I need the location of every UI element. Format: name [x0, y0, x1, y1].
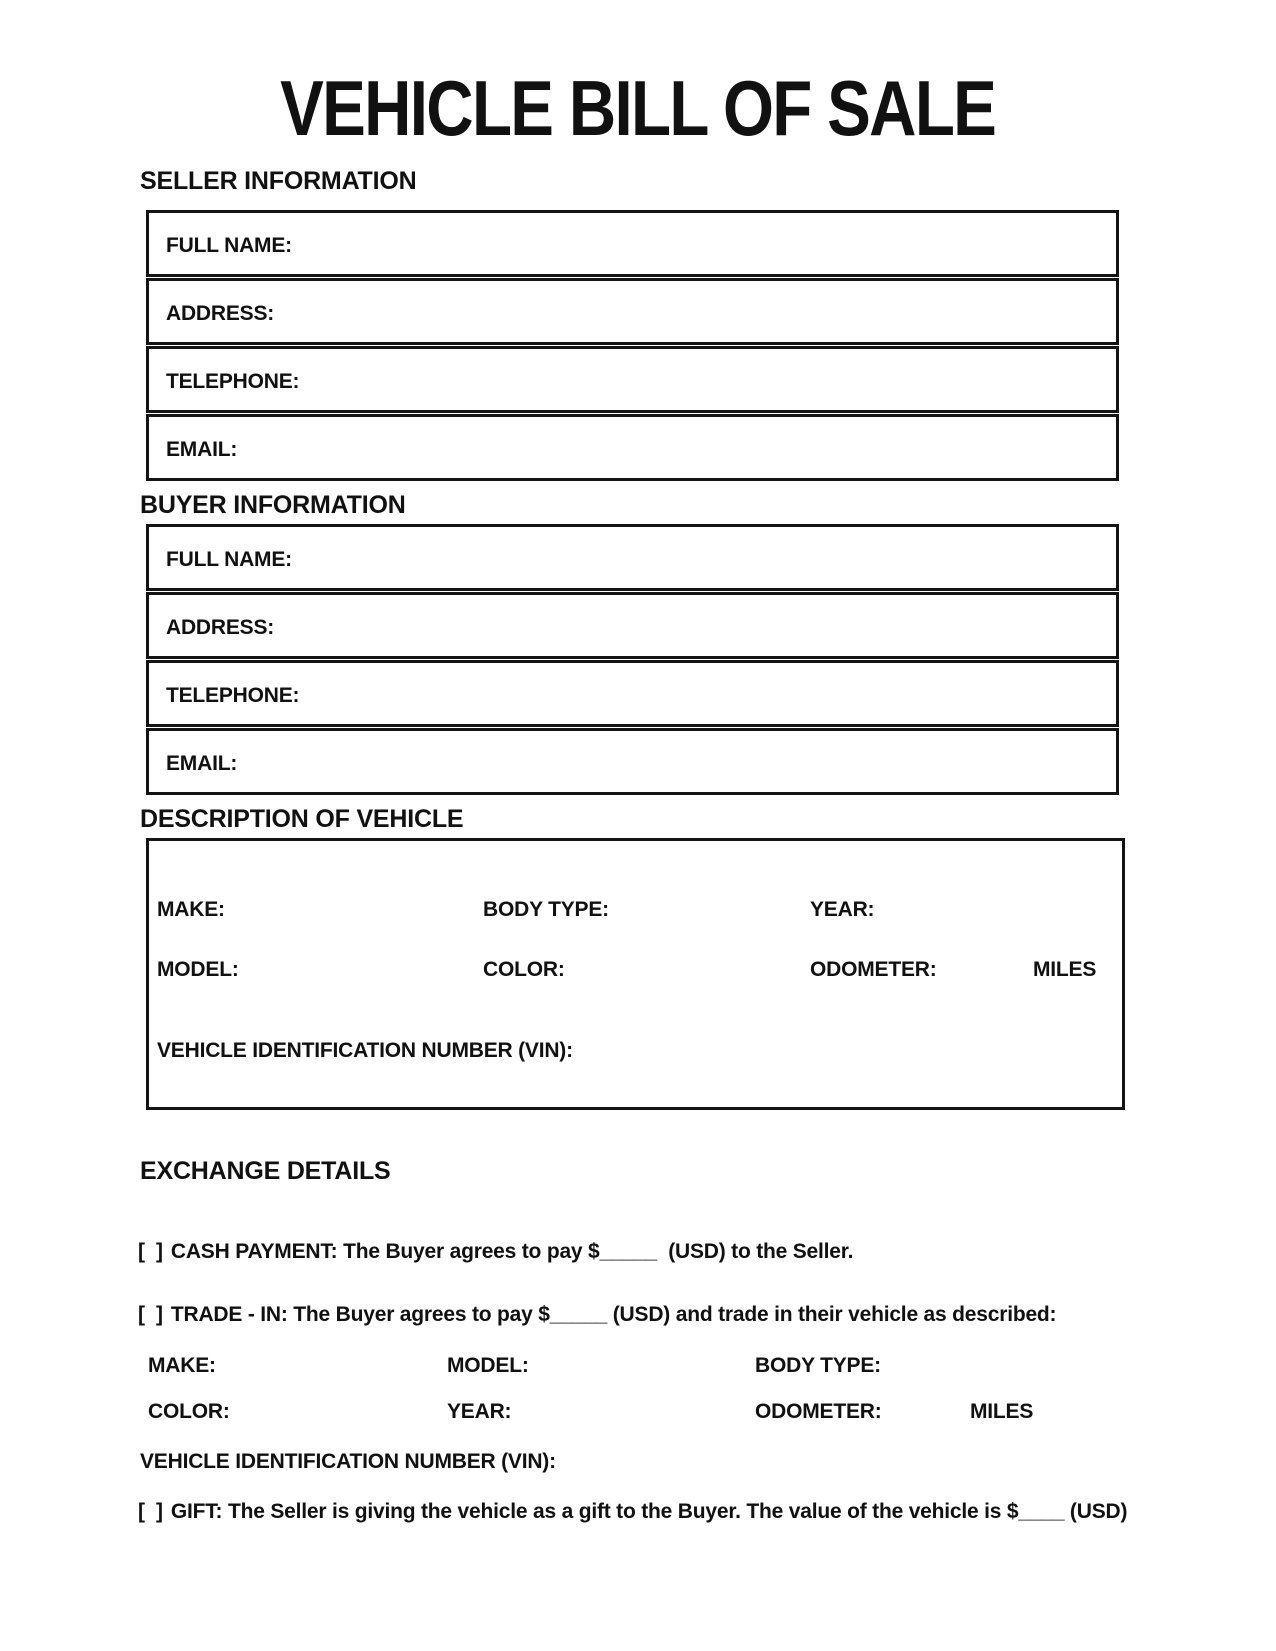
buyer-full-name-row[interactable]: [146, 524, 1119, 591]
vehicle-description-box[interactable]: [146, 838, 1125, 1110]
seller-address-row[interactable]: [146, 278, 1119, 345]
vehicle-make-label: MAKE:: [157, 898, 225, 921]
gift-text-pre: GIFT: The Seller is giving the vehicle as a gift to the Buyer. The value of the vehicle is $: [170, 1500, 1019, 1523]
buyer-telephone-label: TELEPHONE:: [166, 683, 300, 707]
trade-year-label: YEAR:: [447, 1400, 512, 1423]
buyer-telephone-row[interactable]: [146, 660, 1119, 727]
vehicle-model-label: MODEL:: [157, 958, 239, 981]
seller-section-heading: SELLER INFORMATION: [140, 167, 417, 195]
trade-body-type-label: BODY TYPE:: [755, 1354, 881, 1377]
seller-full-name-row[interactable]: [146, 210, 1119, 277]
trade-amount-blank[interactable]: _____: [549, 1303, 608, 1326]
seller-telephone-label: TELEPHONE:: [166, 369, 300, 393]
seller-telephone-row[interactable]: [146, 346, 1119, 413]
vehicle-color-label: COLOR:: [483, 958, 565, 981]
cash-payment-text-post: (USD) to the Seller.: [656, 1240, 854, 1263]
buyer-email-label: EMAIL:: [166, 751, 238, 775]
vehicle-body-type-label: BODY TYPE:: [483, 898, 609, 921]
trade-model-label: MODEL:: [447, 1354, 529, 1377]
gift-checkbox[interactable]: [ ]: [138, 1500, 163, 1523]
vehicle-odometer-label: ODOMETER:: [810, 958, 937, 981]
cash-payment-checkbox[interactable]: [ ]: [138, 1240, 163, 1263]
vehicle-section-heading: DESCRIPTION OF VEHICLE: [140, 805, 464, 833]
buyer-full-name-label: FULL NAME:: [166, 547, 292, 571]
trade-vin-label: VEHICLE IDENTIFICATION NUMBER (VIN):: [140, 1450, 556, 1473]
seller-address-label: ADDRESS:: [166, 301, 275, 325]
trade-in-line: [138, 1303, 1056, 1327]
gift-amount-blank[interactable]: ____: [1018, 1500, 1065, 1523]
gift-line: [138, 1500, 1127, 1524]
seller-email-label: EMAIL:: [166, 437, 238, 461]
page-title: VEHICLE BILL OF SALE: [280, 64, 996, 152]
buyer-section-heading: BUYER INFORMATION: [140, 491, 406, 519]
cash-amount-blank[interactable]: _____: [599, 1240, 657, 1263]
cash-payment-line: [138, 1240, 853, 1264]
vehicle-miles-label: MILES: [1033, 958, 1097, 981]
seller-email-row[interactable]: [146, 414, 1119, 481]
buyer-fields-box: [146, 524, 1119, 795]
trade-in-checkbox[interactable]: [ ]: [138, 1303, 163, 1326]
vehicle-year-label: YEAR:: [810, 898, 875, 921]
trade-odometer-label: ODOMETER:: [755, 1400, 882, 1423]
buyer-email-row[interactable]: [146, 728, 1119, 795]
cash-payment-text-pre: CASH PAYMENT: The Buyer agrees to pay $: [170, 1240, 600, 1263]
vehicle-vin-label: VEHICLE IDENTIFICATION NUMBER (VIN):: [157, 1039, 573, 1062]
title-row: [0, 66, 1276, 150]
trade-miles-label: MILES: [970, 1400, 1034, 1423]
trade-color-label: COLOR:: [148, 1400, 230, 1423]
buyer-address-row[interactable]: [146, 592, 1119, 659]
seller-full-name-label: FULL NAME:: [166, 233, 292, 257]
trade-make-label: MAKE:: [148, 1354, 216, 1377]
buyer-address-label: ADDRESS:: [166, 615, 275, 639]
trade-in-text-post: (USD) and trade in their vehicle as described:: [607, 1303, 1057, 1326]
gift-text-post: (USD): [1064, 1500, 1128, 1523]
seller-fields-box: [146, 210, 1119, 481]
trade-in-text-pre: TRADE - IN: The Buyer agrees to pay $: [170, 1303, 550, 1326]
exchange-section-heading: EXCHANGE DETAILS: [140, 1157, 391, 1185]
